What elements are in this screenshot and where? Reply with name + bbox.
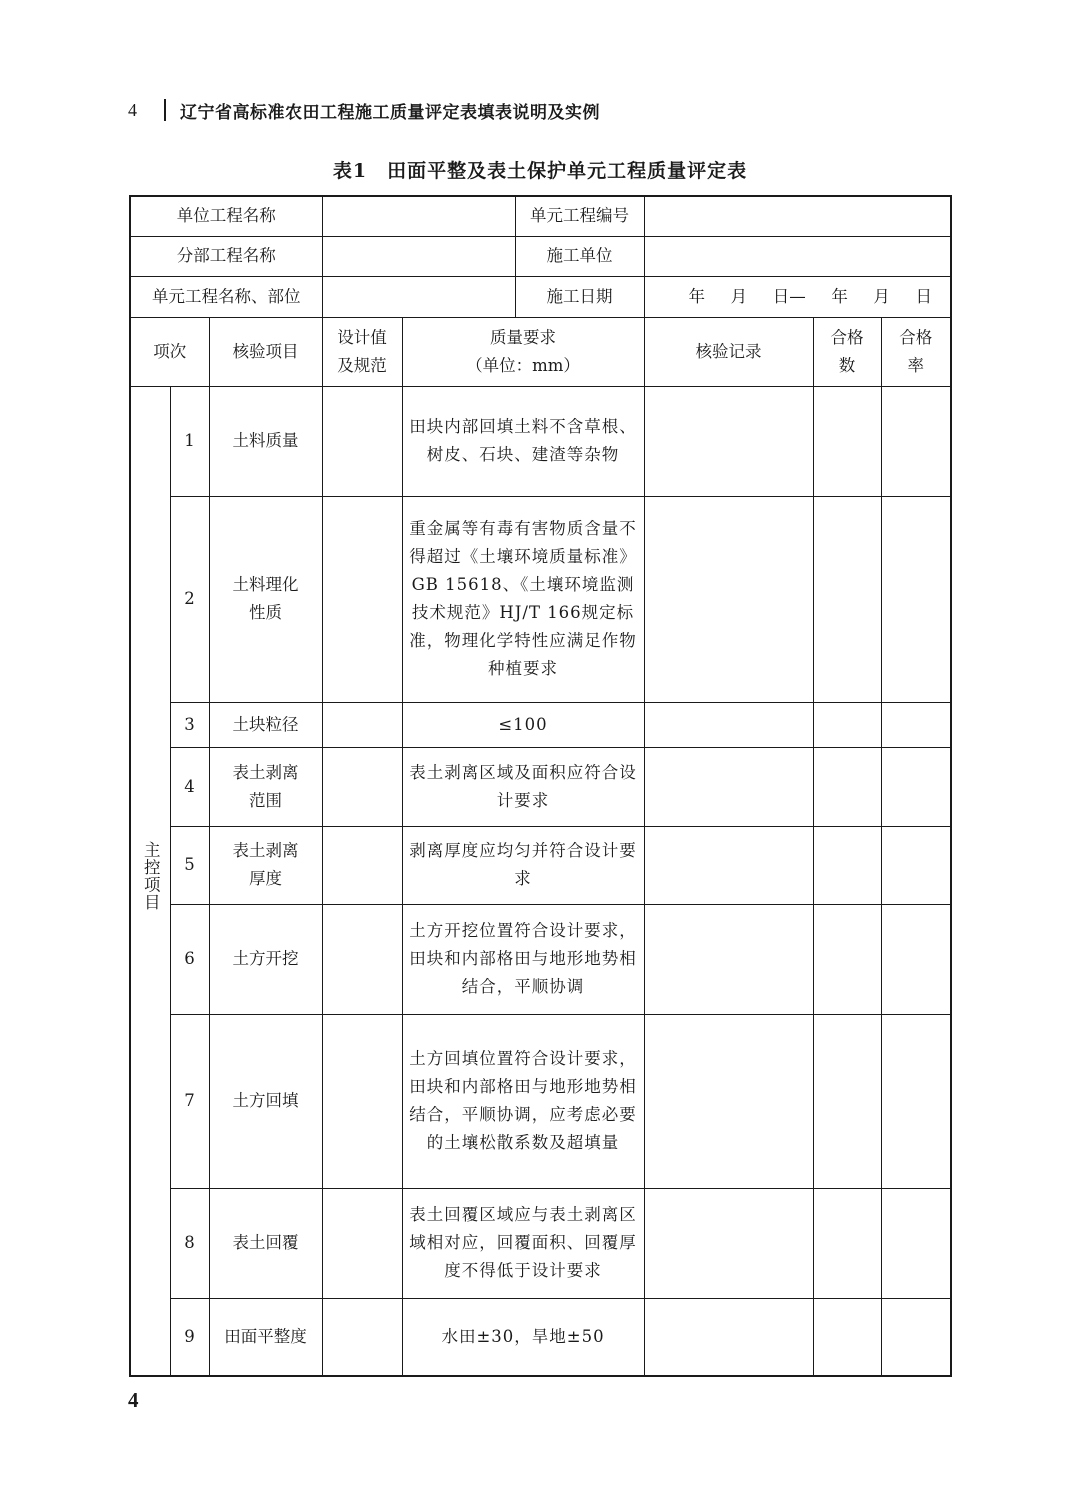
row-requirement: 表土剥离区域及面积应符合设计要求 [402, 747, 644, 826]
table-row [130, 1188, 951, 1298]
info-row-2 [130, 236, 951, 276]
table-title [0, 156, 1080, 183]
row-item: 土料理化性质 [209, 496, 322, 702]
row-pass-rate[interactable] [881, 702, 951, 747]
row-design-value[interactable] [322, 702, 402, 747]
unit-element-code-value[interactable] [644, 196, 951, 236]
date-part: 日 [915, 286, 932, 306]
column-header-row [130, 317, 951, 386]
info-row-1 [130, 196, 951, 236]
construction-date-label: 施工日期 [515, 276, 644, 317]
row-record[interactable] [644, 1298, 813, 1376]
row-pass-count[interactable] [813, 904, 881, 1014]
row-pass-count[interactable] [813, 386, 881, 496]
date-part: 月 [730, 286, 748, 306]
row-pass-count[interactable] [813, 826, 881, 904]
row-design-value[interactable] [322, 747, 402, 826]
row-pass-count[interactable] [813, 747, 881, 826]
col-record: 核验记录 [644, 317, 813, 386]
row-record[interactable] [644, 1188, 813, 1298]
row-design-value[interactable] [322, 826, 402, 904]
row-requirement: 重金属等有毒有害物质含量不得超过《土壤环境质量标准》GB 15618、《土壤环境监测技术规范》HJ/T 166规定标准，物理化学特性应满足作物种植要求 [402, 496, 644, 702]
row-pass-rate[interactable] [881, 747, 951, 826]
category-label: 主控项目 [141, 841, 161, 912]
row-no: 4 [170, 747, 209, 826]
row-requirement: ≤100 [402, 702, 644, 747]
quality-assessment-table [129, 195, 952, 1377]
table-name: 田面平整及表土保护单元工程质量评定表 [387, 160, 748, 182]
row-pass-rate[interactable] [881, 496, 951, 702]
col-pass-rate: 合格 率 [881, 317, 951, 386]
row-requirement: 田块内部回填土料不含草根、树皮、石块、建渣等杂物 [402, 386, 644, 496]
row-design-value[interactable] [322, 904, 402, 1014]
row-requirement: 水田±30，旱地±50 [402, 1298, 644, 1376]
col-quality: 质量要求 （单位：mm） [402, 317, 644, 386]
row-record[interactable] [644, 904, 813, 1014]
row-record[interactable] [644, 702, 813, 747]
date-part: 日— [772, 286, 806, 306]
sub-project-label: 分部工程名称 [130, 236, 322, 276]
row-design-value[interactable] [322, 386, 402, 496]
row-pass-rate[interactable] [881, 1014, 951, 1188]
row-item: 表土回覆 [209, 1188, 322, 1298]
row-pass-count[interactable] [813, 496, 881, 702]
row-requirement: 土方回填位置符合设计要求，田块和内部格田与地形地势相结合，平顺协调，应考虑必要的土壤松散系数及超填量 [402, 1014, 644, 1188]
footer-page-number: 4 [128, 1388, 139, 1412]
row-pass-count[interactable] [813, 1014, 881, 1188]
sub-project-value[interactable] [322, 236, 515, 276]
row-item: 表土剥离厚度 [209, 826, 322, 904]
row-item: 表土剥离范围 [209, 747, 322, 826]
table-row [130, 747, 951, 826]
row-requirement: 表土回覆区域应与表土剥离区域相对应，回覆面积、回覆厚度不得低于设计要求 [402, 1188, 644, 1298]
row-no: 7 [170, 1014, 209, 1188]
construction-unit-label: 施工单位 [515, 236, 644, 276]
row-design-value[interactable] [322, 1014, 402, 1188]
running-head [128, 97, 600, 123]
row-record[interactable] [644, 826, 813, 904]
table-row [130, 1014, 951, 1188]
table-row [130, 1298, 951, 1376]
row-item: 土块粒径 [209, 702, 322, 747]
col-pass-count: 合格 数 [813, 317, 881, 386]
row-pass-count[interactable] [813, 1298, 881, 1376]
category-cell [130, 386, 170, 1376]
date-part: 月 [873, 286, 890, 306]
col-design: 设计值 及规范 [322, 317, 402, 386]
table-row [130, 904, 951, 1014]
row-no: 3 [170, 702, 209, 747]
row-pass-rate[interactable] [881, 386, 951, 496]
row-pass-rate[interactable] [881, 904, 951, 1014]
row-pass-count[interactable] [813, 702, 881, 747]
row-requirement: 土方开挖位置符合设计要求，田块和内部格田与地形地势相结合，平顺协调 [402, 904, 644, 1014]
row-item: 田面平整度 [209, 1298, 322, 1376]
row-record[interactable] [644, 747, 813, 826]
row-pass-count[interactable] [813, 1188, 881, 1298]
row-no: 9 [170, 1298, 209, 1376]
table-number: 表1 [332, 160, 368, 182]
row-record[interactable] [644, 496, 813, 702]
row-requirement: 剥离厚度应均匀并符合设计要求 [402, 826, 644, 904]
header-page-number: 4 [128, 99, 137, 120]
row-design-value[interactable] [322, 496, 402, 702]
row-design-value[interactable] [322, 1298, 402, 1376]
row-pass-rate[interactable] [881, 1188, 951, 1298]
row-item: 土方开挖 [209, 904, 322, 1014]
row-no: 2 [170, 496, 209, 702]
unit-project-value[interactable] [322, 196, 515, 236]
row-no: 5 [170, 826, 209, 904]
row-no: 6 [170, 904, 209, 1014]
table-row [130, 386, 951, 496]
header-divider [164, 99, 166, 121]
table-row [130, 496, 951, 702]
element-name-value[interactable] [322, 276, 515, 317]
date-part: 年 [831, 286, 848, 306]
row-pass-rate[interactable] [881, 826, 951, 904]
row-record[interactable] [644, 1014, 813, 1188]
element-name-label: 单元工程名称、部位 [130, 276, 322, 317]
date-line [649, 283, 947, 311]
table-row [130, 826, 951, 904]
col-seq: 项次 [130, 317, 209, 386]
row-no: 1 [170, 386, 209, 496]
unit-project-label: 单位工程名称 [130, 196, 322, 236]
row-item: 土方回填 [209, 1014, 322, 1188]
construction-unit-value[interactable] [644, 236, 951, 276]
construction-date-value[interactable] [644, 276, 951, 317]
row-record[interactable] [644, 386, 813, 496]
date-part: 年 [688, 286, 706, 306]
unit-element-code-label: 单元工程编号 [515, 196, 644, 236]
row-no: 8 [170, 1188, 209, 1298]
row-item: 土料质量 [209, 386, 322, 496]
col-item: 核验项目 [209, 317, 322, 386]
info-row-3 [130, 276, 951, 317]
row-pass-rate[interactable] [881, 1298, 951, 1376]
book-title: 辽宁省高标准农田工程施工质量评定表填表说明及实例 [180, 102, 600, 123]
table-row [130, 702, 951, 747]
row-design-value[interactable] [322, 1188, 402, 1298]
